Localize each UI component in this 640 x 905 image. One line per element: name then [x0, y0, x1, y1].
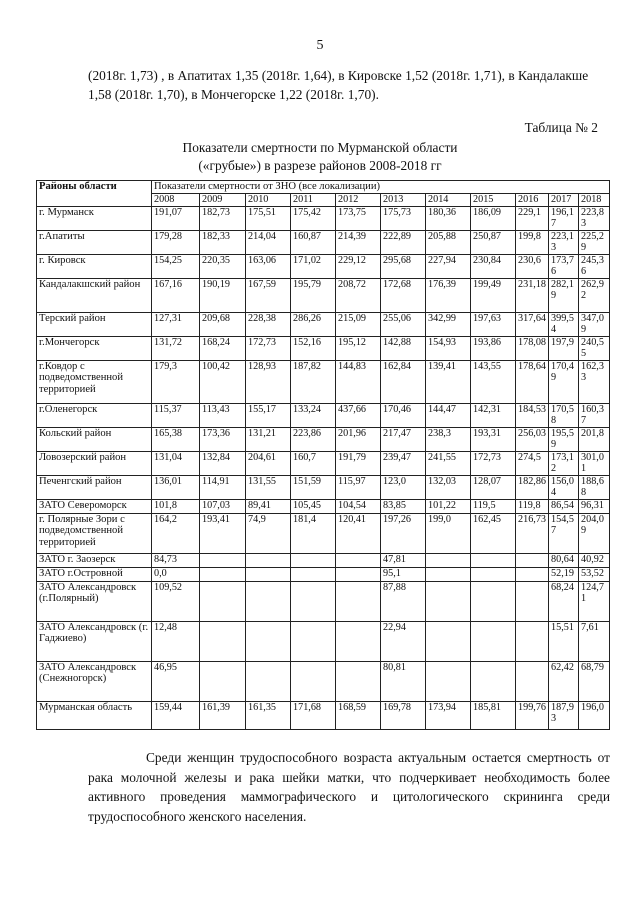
- value-cell: 301,01: [579, 451, 610, 475]
- value-cell: 172,73: [471, 451, 516, 475]
- value-cell: 120,41: [336, 513, 381, 553]
- value-cell: 171,68: [291, 701, 336, 729]
- value-cell: [200, 661, 246, 701]
- value-cell: 199,76: [516, 701, 549, 729]
- value-cell: 132,03: [426, 475, 471, 499]
- value-cell: 144,47: [426, 403, 471, 427]
- value-cell: [200, 621, 246, 661]
- table-row: [37, 206, 610, 230]
- value-cell: 113,43: [200, 403, 246, 427]
- value-cell: 170,49: [549, 360, 579, 403]
- value-cell: 172,68: [381, 278, 426, 312]
- value-cell: 95,1: [381, 567, 426, 581]
- value-cell: 173,12: [549, 451, 579, 475]
- value-cell: 170,46: [381, 403, 426, 427]
- table-row: [37, 701, 610, 729]
- mortality-table: [36, 180, 610, 730]
- value-cell: 172,73: [246, 336, 291, 360]
- value-cell: 229,1: [516, 206, 549, 230]
- indicator-header: Показатели смертности от ЗНО (все локализации): [152, 181, 610, 194]
- value-cell: 176,39: [426, 278, 471, 312]
- value-cell: 80,81: [381, 661, 426, 701]
- value-cell: 223,83: [579, 206, 610, 230]
- value-cell: 115,37: [152, 403, 200, 427]
- value-cell: 196,17: [549, 206, 579, 230]
- value-cell: 46,95: [152, 661, 200, 701]
- value-cell: 68,24: [549, 581, 579, 621]
- year-header: 2010: [246, 194, 291, 207]
- year-header: 2013: [381, 194, 426, 207]
- value-cell: 131,55: [246, 475, 291, 499]
- region-cell: ЗАТО Александровск (Снежногорск): [37, 661, 152, 701]
- closing-paragraph: [88, 748, 610, 826]
- value-cell: 286,26: [291, 312, 336, 336]
- region-cell: Печенгский район: [37, 475, 152, 499]
- table-title-line2: («грубые») в разрезе районов 2008-2018 гг: [198, 158, 442, 173]
- value-cell: [336, 661, 381, 701]
- value-cell: 229,12: [336, 254, 381, 278]
- value-cell: [426, 567, 471, 581]
- value-cell: [471, 581, 516, 621]
- value-cell: 109,52: [152, 581, 200, 621]
- value-cell: [426, 621, 471, 661]
- value-cell: 164,2: [152, 513, 200, 553]
- value-cell: 347,09: [579, 312, 610, 336]
- table-row: [37, 621, 610, 661]
- value-cell: 181,4: [291, 513, 336, 553]
- year-header: 2008: [152, 194, 200, 207]
- value-cell: 101,8: [152, 499, 200, 513]
- value-cell: 262,92: [579, 278, 610, 312]
- region-cell: г. Мурманск: [37, 206, 152, 230]
- value-cell: 216,73: [516, 513, 549, 553]
- value-cell: [246, 581, 291, 621]
- value-cell: 119,5: [471, 499, 516, 513]
- value-cell: 187,82: [291, 360, 336, 403]
- value-cell: [471, 553, 516, 567]
- value-cell: [291, 553, 336, 567]
- year-header: 2014: [426, 194, 471, 207]
- value-cell: 80,64: [549, 553, 579, 567]
- value-cell: 83,85: [381, 499, 426, 513]
- value-cell: 47,81: [381, 553, 426, 567]
- value-cell: 197,9: [549, 336, 579, 360]
- table-row: [37, 230, 610, 254]
- value-cell: 115,97: [336, 475, 381, 499]
- value-cell: 40,92: [579, 553, 610, 567]
- value-cell: 185,81: [471, 701, 516, 729]
- value-cell: 132,84: [200, 451, 246, 475]
- region-cell: ЗАТО Североморск: [37, 499, 152, 513]
- value-cell: [516, 553, 549, 567]
- region-cell: ЗАТО г.Островной: [37, 567, 152, 581]
- value-cell: 209,68: [200, 312, 246, 336]
- value-cell: 437,66: [336, 403, 381, 427]
- year-header: 2011: [291, 194, 336, 207]
- value-cell: 197,26: [381, 513, 426, 553]
- value-cell: 193,41: [200, 513, 246, 553]
- region-cell: г.Ковдор с подведомственной территорией: [37, 360, 152, 403]
- value-cell: 186,09: [471, 206, 516, 230]
- region-header: Районы области: [37, 181, 152, 207]
- value-cell: [246, 661, 291, 701]
- value-cell: 163,06: [246, 254, 291, 278]
- year-header: 2017: [549, 194, 579, 207]
- value-cell: 179,3: [152, 360, 200, 403]
- value-cell: 22,94: [381, 621, 426, 661]
- value-cell: 170,58: [549, 403, 579, 427]
- table-row: [37, 553, 610, 567]
- intro-text: (2018г. 1,73) , в Апатитах 1,35 (2018г. 1,64), в Кировске 1,52 (2018г. 1,71), в Кандалакше 1,58 (2018г. 1,70), в Мончегорске 1,22 (2018г. 1,70).: [88, 68, 589, 102]
- value-cell: 255,06: [381, 312, 426, 336]
- value-cell: [426, 581, 471, 621]
- value-cell: 167,59: [246, 278, 291, 312]
- value-cell: 101,22: [426, 499, 471, 513]
- value-cell: 15,51: [549, 621, 579, 661]
- value-cell: 230,84: [471, 254, 516, 278]
- region-cell: г.Оленегорск: [37, 403, 152, 427]
- year-header: 2018: [579, 194, 610, 207]
- value-cell: 184,53: [516, 403, 549, 427]
- value-cell: [516, 621, 549, 661]
- value-cell: 217,47: [381, 427, 426, 451]
- value-cell: 169,78: [381, 701, 426, 729]
- region-cell: ЗАТО Александровск (г.Полярный): [37, 581, 152, 621]
- value-cell: 161,35: [246, 701, 291, 729]
- region-cell: ЗАТО Александровск (г. Гаджиево): [37, 621, 152, 661]
- value-cell: 399,54: [549, 312, 579, 336]
- value-cell: 84,73: [152, 553, 200, 567]
- value-cell: 199,0: [426, 513, 471, 553]
- value-cell: 175,42: [291, 206, 336, 230]
- value-cell: 214,39: [336, 230, 381, 254]
- table-row: [37, 254, 610, 278]
- value-cell: 87,88: [381, 581, 426, 621]
- value-cell: 182,86: [516, 475, 549, 499]
- value-cell: 250,87: [471, 230, 516, 254]
- value-cell: 123,0: [381, 475, 426, 499]
- value-cell: 0,0: [152, 567, 200, 581]
- value-cell: 104,54: [336, 499, 381, 513]
- value-cell: 214,04: [246, 230, 291, 254]
- value-cell: 131,04: [152, 451, 200, 475]
- value-cell: 182,33: [200, 230, 246, 254]
- value-cell: 227,94: [426, 254, 471, 278]
- value-cell: 154,25: [152, 254, 200, 278]
- value-cell: 173,75: [336, 206, 381, 230]
- value-cell: 154,93: [426, 336, 471, 360]
- value-cell: 152,16: [291, 336, 336, 360]
- value-cell: 208,72: [336, 278, 381, 312]
- value-cell: 131,72: [152, 336, 200, 360]
- region-cell: г. Полярные Зори с подведомственной территорией: [37, 513, 152, 553]
- value-cell: 119,8: [516, 499, 549, 513]
- value-cell: 175,73: [381, 206, 426, 230]
- value-cell: 222,89: [381, 230, 426, 254]
- value-cell: 274,5: [516, 451, 549, 475]
- value-cell: 245,36: [579, 254, 610, 278]
- value-cell: [246, 567, 291, 581]
- value-cell: 175,51: [246, 206, 291, 230]
- value-cell: 53,52: [579, 567, 610, 581]
- value-cell: 201,8: [579, 427, 610, 451]
- value-cell: 162,33: [579, 360, 610, 403]
- value-cell: [516, 581, 549, 621]
- value-cell: 128,07: [471, 475, 516, 499]
- year-header: 2016: [516, 194, 549, 207]
- value-cell: [336, 553, 381, 567]
- value-cell: 182,73: [200, 206, 246, 230]
- region-cell: Кандалакшский район: [37, 278, 152, 312]
- value-cell: 256,03: [516, 427, 549, 451]
- value-cell: 195,79: [291, 278, 336, 312]
- value-cell: [471, 661, 516, 701]
- value-cell: 96,31: [579, 499, 610, 513]
- value-cell: 199,8: [516, 230, 549, 254]
- value-cell: 74,9: [246, 513, 291, 553]
- table-row: [37, 499, 610, 513]
- table-title: [0, 139, 640, 175]
- value-cell: 151,59: [291, 475, 336, 499]
- value-cell: [291, 621, 336, 661]
- value-cell: [336, 567, 381, 581]
- value-cell: 100,42: [200, 360, 246, 403]
- region-cell: ЗАТО г. Заозерск: [37, 553, 152, 567]
- value-cell: 190,19: [200, 278, 246, 312]
- value-cell: 168,24: [200, 336, 246, 360]
- table-row: [37, 513, 610, 553]
- value-cell: 171,02: [291, 254, 336, 278]
- value-cell: 154,57: [549, 513, 579, 553]
- value-cell: 225,29: [579, 230, 610, 254]
- value-cell: 128,93: [246, 360, 291, 403]
- value-cell: [471, 621, 516, 661]
- value-cell: 223,86: [291, 427, 336, 451]
- intro-paragraph: [88, 66, 610, 104]
- value-cell: 230,6: [516, 254, 549, 278]
- value-cell: 228,38: [246, 312, 291, 336]
- value-cell: [291, 661, 336, 701]
- value-cell: 187,93: [549, 701, 579, 729]
- year-header: 2009: [200, 194, 246, 207]
- value-cell: 180,36: [426, 206, 471, 230]
- value-cell: 282,19: [549, 278, 579, 312]
- page-number: 5: [316, 38, 324, 53]
- value-cell: 168,59: [336, 701, 381, 729]
- value-cell: 160,37: [579, 403, 610, 427]
- region-cell: Кольский район: [37, 427, 152, 451]
- value-cell: [291, 567, 336, 581]
- value-cell: 204,61: [246, 451, 291, 475]
- table-row: [37, 360, 610, 403]
- table-row: [37, 567, 610, 581]
- value-cell: 124,71: [579, 581, 610, 621]
- table-row: [37, 403, 610, 427]
- value-cell: 131,21: [246, 427, 291, 451]
- year-header: 2015: [471, 194, 516, 207]
- value-cell: 179,28: [152, 230, 200, 254]
- value-cell: 160,87: [291, 230, 336, 254]
- value-cell: 193,86: [471, 336, 516, 360]
- value-cell: 162,45: [471, 513, 516, 553]
- region-cell: г.Апатиты: [37, 230, 152, 254]
- value-cell: 173,94: [426, 701, 471, 729]
- value-cell: 342,99: [426, 312, 471, 336]
- value-cell: 127,31: [152, 312, 200, 336]
- value-cell: 317,64: [516, 312, 549, 336]
- table-row: [37, 278, 610, 312]
- value-cell: 139,41: [426, 360, 471, 403]
- value-cell: 133,24: [291, 403, 336, 427]
- value-cell: [246, 621, 291, 661]
- value-cell: 220,35: [200, 254, 246, 278]
- value-cell: 86,54: [549, 499, 579, 513]
- value-cell: 162,84: [381, 360, 426, 403]
- value-cell: 196,0: [579, 701, 610, 729]
- value-cell: 191,07: [152, 206, 200, 230]
- closing-text: Среди женщин трудоспособного возраста актуальным остается смертность от рака молочной железы и рака шейки матки, что подчеркивает необходимость более активного проведения маммографического и цитологического скрининга среди трудоспособного женского населения.: [88, 750, 610, 824]
- year-header: 2012: [336, 194, 381, 207]
- table-row: [37, 475, 610, 499]
- table-row: [37, 312, 610, 336]
- value-cell: [426, 661, 471, 701]
- value-cell: 193,31: [471, 427, 516, 451]
- value-cell: 195,59: [549, 427, 579, 451]
- value-cell: 191,79: [336, 451, 381, 475]
- value-cell: 156,04: [549, 475, 579, 499]
- value-cell: [291, 581, 336, 621]
- value-cell: 105,45: [291, 499, 336, 513]
- value-cell: 160,7: [291, 451, 336, 475]
- value-cell: 223,13: [549, 230, 579, 254]
- table-row: [37, 451, 610, 475]
- value-cell: 178,64: [516, 360, 549, 403]
- value-cell: 215,09: [336, 312, 381, 336]
- value-cell: [426, 553, 471, 567]
- value-cell: 114,91: [200, 475, 246, 499]
- value-cell: [200, 553, 246, 567]
- value-cell: 241,55: [426, 451, 471, 475]
- value-cell: 62,42: [549, 661, 579, 701]
- value-cell: 12,48: [152, 621, 200, 661]
- table-row: [37, 336, 610, 360]
- value-cell: [471, 567, 516, 581]
- table-title-line1: Показатели смертности по Мурманской области: [182, 140, 458, 155]
- value-cell: 205,88: [426, 230, 471, 254]
- value-cell: 161,39: [200, 701, 246, 729]
- value-cell: [200, 581, 246, 621]
- value-cell: 107,03: [200, 499, 246, 513]
- region-cell: Ловозерский район: [37, 451, 152, 475]
- value-cell: 136,01: [152, 475, 200, 499]
- value-cell: 52,19: [549, 567, 579, 581]
- value-cell: 199,49: [471, 278, 516, 312]
- value-cell: 143,55: [471, 360, 516, 403]
- value-cell: [336, 621, 381, 661]
- value-cell: 68,79: [579, 661, 610, 701]
- value-cell: [336, 581, 381, 621]
- value-cell: 197,63: [471, 312, 516, 336]
- value-cell: 195,12: [336, 336, 381, 360]
- value-cell: 240,55: [579, 336, 610, 360]
- value-cell: [516, 661, 549, 701]
- table-row: [37, 427, 610, 451]
- region-cell: Мурманская область: [37, 701, 152, 729]
- value-cell: 159,44: [152, 701, 200, 729]
- value-cell: 7,61: [579, 621, 610, 661]
- value-cell: 238,3: [426, 427, 471, 451]
- value-cell: 204,09: [579, 513, 610, 553]
- value-cell: 173,76: [549, 254, 579, 278]
- table-number: Таблица № 2: [524, 120, 598, 135]
- region-cell: г.Мончегорск: [37, 336, 152, 360]
- value-cell: 165,38: [152, 427, 200, 451]
- region-cell: Терский район: [37, 312, 152, 336]
- value-cell: 155,17: [246, 403, 291, 427]
- value-cell: 142,31: [471, 403, 516, 427]
- region-cell: г. Кировск: [37, 254, 152, 278]
- value-cell: [246, 553, 291, 567]
- value-cell: 239,47: [381, 451, 426, 475]
- value-cell: 142,88: [381, 336, 426, 360]
- value-cell: [516, 567, 549, 581]
- value-cell: 173,36: [200, 427, 246, 451]
- table-row: [37, 581, 610, 621]
- value-cell: 178,08: [516, 336, 549, 360]
- value-cell: 188,68: [579, 475, 610, 499]
- table-row: [37, 661, 610, 701]
- value-cell: 295,68: [381, 254, 426, 278]
- value-cell: 89,41: [246, 499, 291, 513]
- value-cell: 231,18: [516, 278, 549, 312]
- value-cell: 167,16: [152, 278, 200, 312]
- value-cell: [200, 567, 246, 581]
- value-cell: 201,96: [336, 427, 381, 451]
- value-cell: 144,83: [336, 360, 381, 403]
